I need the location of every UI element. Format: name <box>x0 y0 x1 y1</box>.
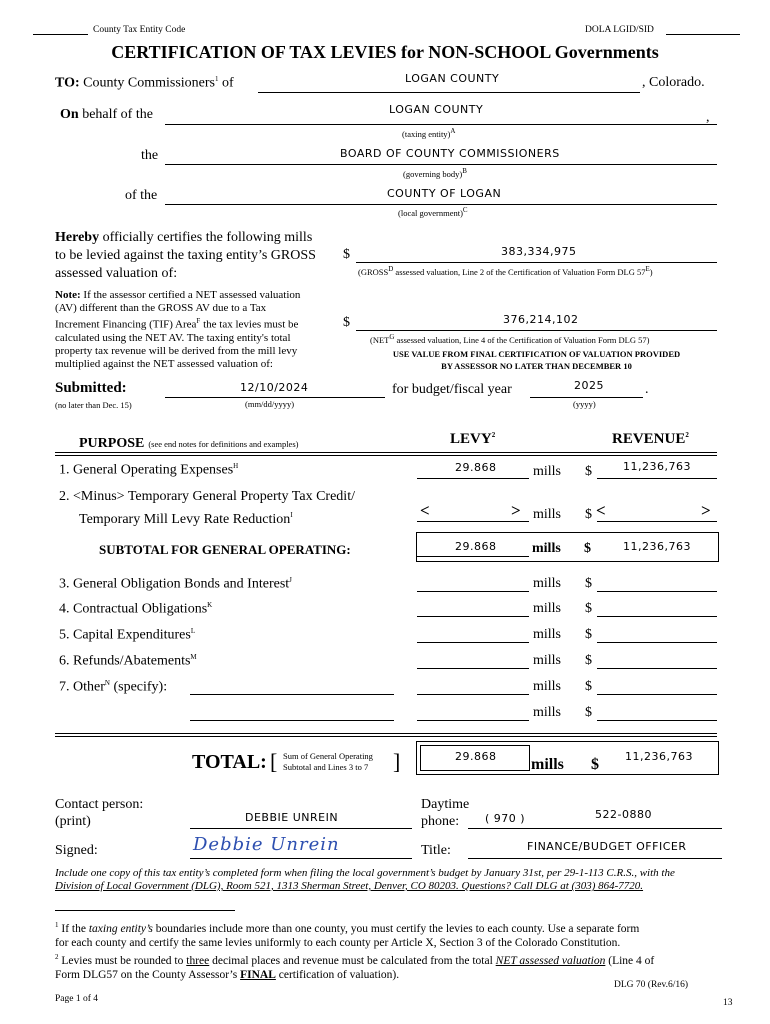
gross-dollar: $ <box>343 247 350 262</box>
row1-dollar: $ <box>585 464 592 479</box>
total-rule-2 <box>55 736 717 737</box>
governing-body-value: BOARD OF COUNTY COMMISSIONERS <box>340 147 560 160</box>
row6-revenue-line <box>597 668 717 669</box>
row-general-operating: 1. General Operating Expenses$^H$ <box>59 462 239 478</box>
behalf-label: On behalf of the <box>60 107 153 122</box>
row7-mills: mills <box>533 679 562 694</box>
row2-mills: mills <box>533 507 562 522</box>
filing-instructions: Include one copy of this tax entity’s completed form when filing the local government’s budget by January 31st, per 29-1-113 C.R.S., with the Division of Local Government (DLG), Room 521, 1313 Sherman Street, Denver, CO 80203. Questions? Call DLG at (303) 864-7720. <box>55 867 675 892</box>
phone-line <box>468 828 722 829</box>
year-line <box>530 397 643 398</box>
purpose-header: PURPOSE (see end notes for definitions and examples) <box>79 436 299 451</box>
row-contractual: 4. Contractual Obligations$^K$ <box>59 601 213 617</box>
the-label: the <box>141 148 159 163</box>
header-rule-1 <box>55 452 717 453</box>
to-label: TO: County Commissioners$^1$ of <box>55 75 234 91</box>
officer-title: FINANCE/BUDGET OFFICER <box>527 840 687 853</box>
row2-revenue-line <box>597 521 717 522</box>
total-dollar: $ <box>591 756 599 773</box>
row6-dollar: $ <box>585 653 592 668</box>
subtotal-label: SUBTOTAL FOR GENERAL OPERATING: <box>99 542 351 557</box>
of-the-label: of the <box>125 188 158 203</box>
row8-dollar: $ <box>585 705 592 720</box>
other-specify-line-1 <box>190 694 394 695</box>
total-levy: 29.868 <box>455 750 497 763</box>
row4-mills: mills <box>533 601 562 616</box>
row4-revenue-line <box>597 616 717 617</box>
row8-mills: mills <box>533 705 562 720</box>
use-value-note: USE VALUE FROM FINAL CERTIFICATION OF VALUATION PROVIDED BY ASSESSOR NO LATER THAN DECEMBER 10 <box>392 349 681 371</box>
signed-label: Signed: <box>55 843 98 858</box>
other-specify-line-2 <box>190 720 394 721</box>
contact-label: Contact person: (print) <box>55 797 144 829</box>
taxing-entity-line <box>165 124 717 125</box>
row4-dollar: $ <box>585 601 592 616</box>
total-rule-1 <box>55 733 717 734</box>
row8-revenue-line <box>597 720 717 721</box>
total-bracket-close: ] <box>393 749 401 774</box>
county-value: LOGAN COUNTY <box>405 72 500 85</box>
total-label: TOTAL: <box>192 751 267 773</box>
submitted-label: Submitted: <box>55 380 127 396</box>
taxing-entity-caption: (taxing entity)$^A$ <box>402 127 456 139</box>
dola-blank <box>666 34 740 35</box>
row-temporary-credit: 2. <Minus> Temporary General Property Tax Credit/ Temporary Mill Levy Rate Reduction$^I$ <box>59 489 355 527</box>
submitted-date: 12/10/2024 <box>240 381 309 394</box>
local-government-value: COUNTY OF LOGAN <box>387 187 502 200</box>
row3-dollar: $ <box>585 576 592 591</box>
contact-person: DEBBIE UNREIN <box>245 811 339 824</box>
row1-levy: 29.868 <box>455 461 497 474</box>
subtotal-levy: 29.868 <box>455 540 497 553</box>
row1-mills: mills <box>533 464 562 479</box>
signature-line <box>190 858 412 859</box>
net-caption: ($NET^G$ assessed valuation, Line 4 of the Certification of Valuation Form DLG 57) <box>370 333 650 345</box>
total-note: Sum of General Operating Subtotal and Lines 3 to 7 <box>283 751 373 772</box>
row5-mills: mills <box>533 627 562 642</box>
row6-mills: mills <box>533 653 562 668</box>
budget-year: 2025 <box>574 379 604 392</box>
total-revenue: 11,236,763 <box>625 750 693 763</box>
date-line <box>165 397 385 398</box>
form-number: DLG 70 (Rev.6/16) <box>614 980 689 990</box>
sheet-number: 13 <box>723 998 733 1008</box>
revenue-header: REVENUE$^2$ <box>612 431 689 447</box>
row2-levy-lt: < <box>420 501 430 520</box>
row5-levy-line <box>417 642 529 643</box>
county-code-blank <box>33 34 88 35</box>
gross-caption: ($GROSS^D$ assessed valuation, Line 2 of the Certification of Valuation Form DLG $57^E$) <box>358 265 653 277</box>
budget-year-label: for budget/fiscal year <box>392 382 512 397</box>
page-title: CERTIFICATION OF TAX LEVIES for NON-SCHOOL Governments <box>111 42 659 62</box>
year-caption: (yyyy) <box>573 399 596 409</box>
levy-header: LEVY$^2$ <box>450 431 496 447</box>
phone-label: Daytime phone: <box>421 797 470 829</box>
row8-levy-line <box>417 720 529 721</box>
row5-revenue-line <box>597 642 717 643</box>
row7-dollar: $ <box>585 679 592 694</box>
row-bonds: 3. General Obligation Bonds and Interest$^J$ <box>59 576 292 592</box>
title-label: Title: <box>421 843 451 858</box>
county-line <box>258 92 640 93</box>
row-refunds: 6. Refunds/Abatements$^M$ <box>59 653 197 669</box>
net-line <box>356 330 717 331</box>
local-government-line <box>165 204 717 205</box>
local-government-caption: (local government)$^C$ <box>398 206 468 218</box>
row2-levy-gt: > <box>511 501 521 520</box>
row2-dollar: $ <box>585 507 592 522</box>
footnotes: $^1$ If the taxing entity’s boundaries include more than one county, you must certify the levies to each county. Use a separate form for each county and certify the same levies uniformly to each county per Article X, Section 3 of the Colorado Constitution. $^2$ Levies must be rounded to three decimal places and revenue must be calculated from the total NET assessed valuation (Line 4 of Form DLG57 on the County Assessor’s FINAL certification of valuation). <box>55 921 655 981</box>
footnote-rule <box>55 910 235 911</box>
behalf-comma: , <box>706 110 710 125</box>
row-other: 7. Other$^N$ (specify): <box>59 679 168 695</box>
governing-body-line <box>165 164 717 165</box>
row7-revenue-line <box>597 694 717 695</box>
subtotal-levy-line <box>417 556 529 557</box>
gross-value: 383,334,975 <box>501 245 577 258</box>
phone-number: 522-0880 <box>595 808 652 821</box>
row2-rev-lt: < <box>596 501 606 520</box>
row7-levy-line <box>417 694 529 695</box>
taxing-entity-value: LOGAN COUNTY <box>389 103 484 116</box>
row3-revenue-line <box>597 591 717 592</box>
net-dollar: $ <box>343 315 350 330</box>
row1-revenue-line <box>597 478 717 479</box>
row1-revenue: 11,236,763 <box>623 460 691 473</box>
governing-body-caption: (governing body)$^B$ <box>403 167 467 179</box>
subtotal-revenue: 11,236,763 <box>623 540 691 553</box>
signature: Debbie Unrein <box>193 834 340 855</box>
row5-dollar: $ <box>585 627 592 642</box>
gross-line <box>356 262 717 263</box>
colorado-suffix: , Colorado. <box>642 75 705 90</box>
hereby-text: Hereby officially certifies the following mills to be levied against the taxing entity’s GROSS assessed valuation of: <box>55 230 316 281</box>
row1-levy-line <box>417 478 529 479</box>
net-value: 376,214,102 <box>503 313 579 326</box>
row4-levy-line <box>417 616 529 617</box>
page-number: Page 1 of 4 <box>55 994 99 1004</box>
phone-area-code: ( 970 ) <box>485 812 526 825</box>
dola-label: DOLA LGID/SID <box>585 25 654 35</box>
title-line <box>468 858 722 859</box>
row3-levy-line <box>417 591 529 592</box>
date-caption: (mm/dd/yyyy) <box>245 399 295 409</box>
header-rule-2 <box>55 455 717 456</box>
submitted-caption: (no later than Dec. 15) <box>55 400 132 410</box>
row3-mills: mills <box>533 576 562 591</box>
row2-levy-line <box>417 521 529 522</box>
row-capital: 5. Capital Expenditures$^L$ <box>59 627 196 643</box>
note-text: Note: If the assessor certified a NET assessed valuation (AV) different than the GROSS AV due to a Tax Increment Financing (TIF) Area$^F$ the tax levies must be calculated using the NET AV. The taxing entity's total property tax revenue will be derived from the mill levy multiplied against the NET assessed valuation of: <box>55 289 301 370</box>
subtotal-mills: mills <box>532 541 561 556</box>
total-mills: mills <box>531 756 564 773</box>
year-period: . <box>645 382 649 397</box>
row2-rev-gt: > <box>701 501 711 520</box>
contact-line <box>190 828 412 829</box>
row6-levy-line <box>417 668 529 669</box>
county-code-label: County Tax Entity Code <box>93 25 186 35</box>
total-bracket-open: [ <box>270 749 278 774</box>
subtotal-dollar: $ <box>584 541 591 556</box>
